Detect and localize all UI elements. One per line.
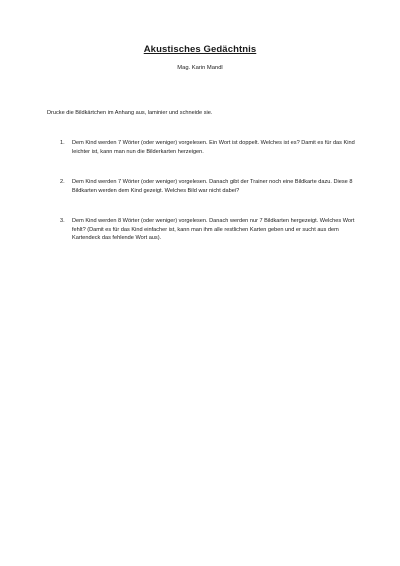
document-author: Mag. Karin Mandl <box>177 65 223 71</box>
instruction-text: Drucke die Bildkärtchen im Anhang aus, laminier und schneide sie. <box>47 110 213 116</box>
task-number: 1. <box>60 140 65 146</box>
task-list <box>60 139 360 243</box>
task-number: 2. <box>60 178 65 185</box>
task-item-3 <box>60 217 360 244</box>
document-title: Akustisches Gedächtnis <box>143 44 257 55</box>
task-text: Dem Kind werden 7 Wörter (oder weniger) vorgelesen. Ein Wort ist doppelt. Welches ist es? Damit es für das Kind leichter ist, kann man nun die Bilderkarten herzeigen. <box>72 140 355 155</box>
task-number: 3. <box>60 217 65 224</box>
task-text: Dem Kind werden 8 Wörter (oder weniger) vorgelesen. Danach werden nur 7 Bildkarten hergezeigt. Welches Wort fehlt? (Damit es für das Kind einfacher ist, kann man ihm alle restlichen Karten geben und er sucht aus dem Kartendeck das fehlende Wort aus). <box>72 217 355 242</box>
task-text: Dem Kind werden 7 Wörter (oder weniger) vorgelesen. Danach gibt der Trainer noch eine Bildkarte dazu. Diese 8 Bildkarten werden dem Kind gezeigt. Welches Bild war nicht dabei? <box>72 178 353 194</box>
task-item-2 <box>60 178 360 196</box>
task-item-1 <box>60 139 360 157</box>
